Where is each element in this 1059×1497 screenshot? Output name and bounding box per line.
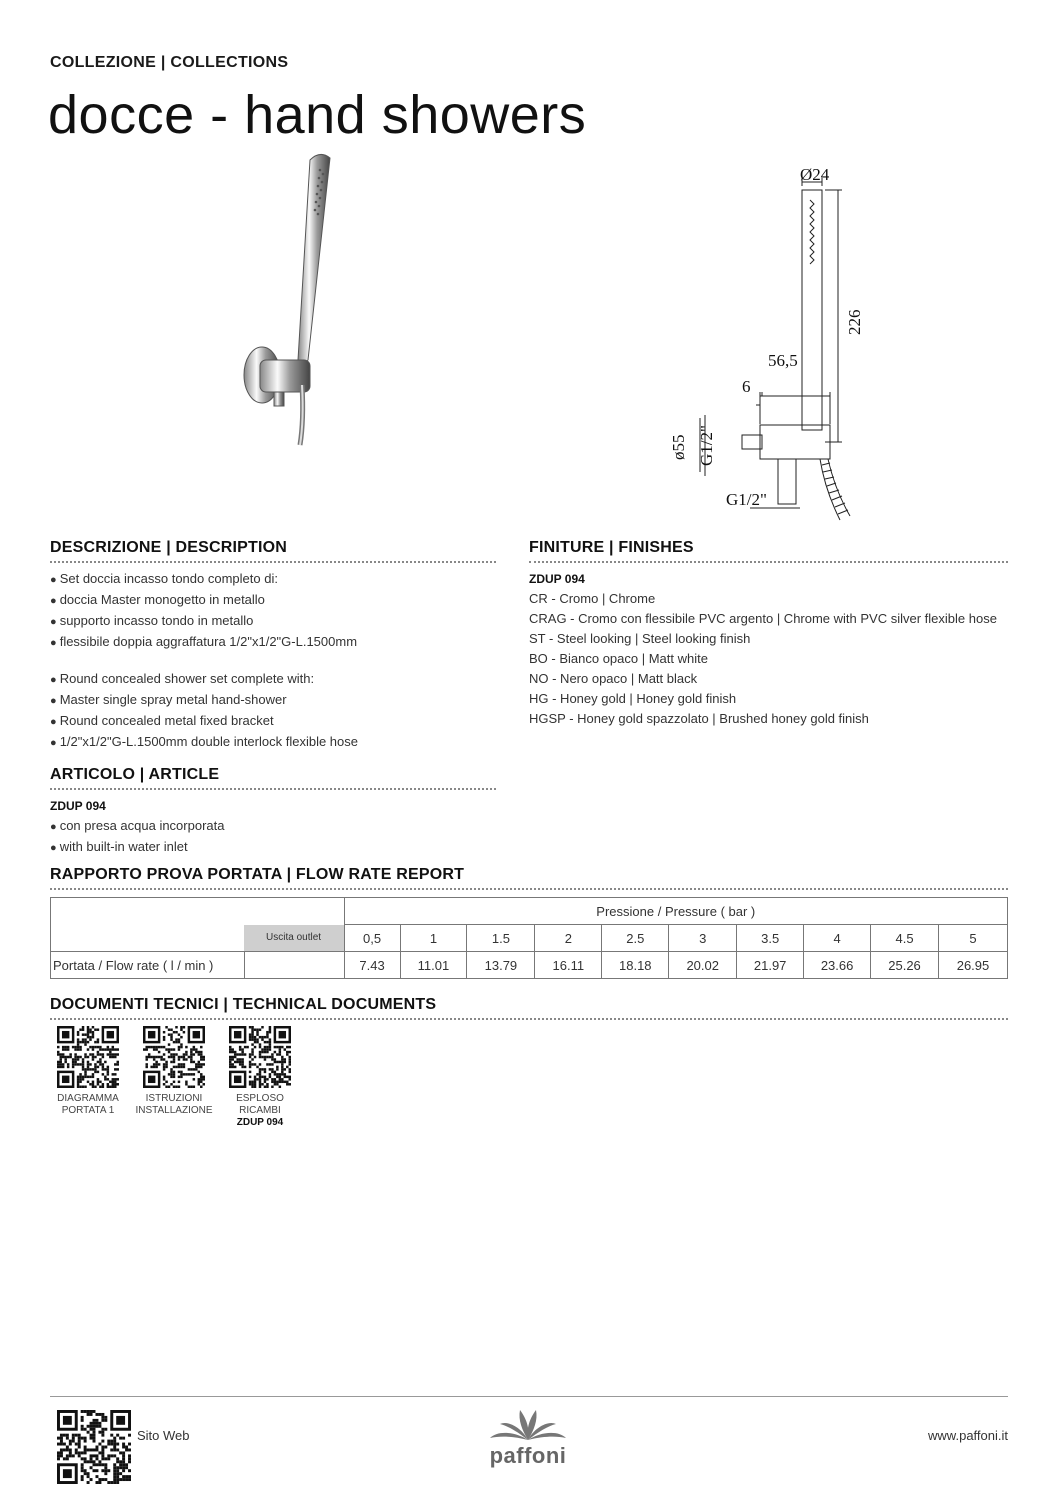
- table-corner: [51, 898, 345, 952]
- description-item: ● Round concealed metal fixed bracket: [50, 711, 358, 732]
- outlet-cell: [244, 952, 344, 979]
- article-heading: ARTICOLO | ARTICLE: [50, 766, 220, 783]
- article-rule: [50, 788, 496, 790]
- doc-caption: [215, 1093, 305, 1129]
- docs-rule: [50, 1018, 1008, 1020]
- finishes-list: [529, 589, 997, 729]
- flow-row-label: Portata / Flow rate ( l / min ): [51, 952, 245, 979]
- collection-eyebrow: COLLEZIONE | COLLECTIONS: [50, 54, 289, 71]
- flow-cell: 7.43: [344, 952, 400, 979]
- pressure-cell: 2: [535, 925, 602, 952]
- flow-cell: 11.01: [400, 952, 467, 979]
- finish-item: CRAG - Cromo con flessibile PVC argento | Chrome with PVC silver flexible hose: [529, 611, 997, 626]
- docs-heading: DOCUMENTI TECNICI | TECHNICAL DOCUMENTS: [50, 996, 437, 1013]
- footer-site-label: Sito Web: [137, 1428, 190, 1443]
- flow-cell: 16.11: [535, 952, 602, 979]
- footer-url[interactable]: www.paffoni.it: [928, 1428, 1008, 1443]
- qr-code-icon: [57, 1026, 119, 1088]
- pressure-cell: 1: [400, 925, 467, 952]
- dim-diameter-55: ø55: [669, 434, 688, 460]
- doc-caption-line: ESPLOSO: [236, 1093, 284, 1104]
- description-item: ● Set doccia incasso tondo completo di:: [50, 569, 357, 590]
- doc-caption: [43, 1093, 133, 1117]
- finishes-heading: FINITURE | FINISHES: [529, 539, 694, 556]
- article-code: ZDUP 094: [50, 799, 106, 813]
- flow-cell: 20.02: [669, 952, 737, 979]
- finish-item: CR - Cromo | Chrome: [529, 591, 656, 606]
- brand-name: paffoni: [489, 1443, 567, 1468]
- dim-diameter-24: Ø24: [800, 165, 830, 184]
- pressure-cell: 4.5: [871, 925, 939, 952]
- page-title: docce - hand showers: [48, 85, 587, 145]
- description-item: ● doccia Master monogetto in metallo: [50, 590, 357, 611]
- doc-caption: [129, 1093, 219, 1117]
- description-item: ● 1/2"x1/2"G-L.1500mm double interlock flexible hose: [50, 732, 358, 753]
- description-list-it: [50, 569, 357, 653]
- finish-item: NO - Nero opaco | Matt black: [529, 671, 698, 686]
- finishes-rule: [529, 561, 1008, 563]
- flow-row: [51, 952, 1008, 979]
- pressure-cell: 2.5: [602, 925, 669, 952]
- paffoni-logo-icon: [478, 1408, 578, 1442]
- website-qr-code-icon[interactable]: [57, 1410, 131, 1484]
- flow-rule: [50, 888, 1008, 890]
- technical-drawing: [660, 160, 880, 530]
- doc-caption-line: ISTRUZIONI: [145, 1093, 203, 1104]
- pressure-cell: 3: [669, 925, 737, 952]
- doc-qr-installation[interactable]: [129, 1026, 219, 1117]
- description-heading: DESCRIZIONE | DESCRIPTION: [50, 539, 288, 556]
- description-item: ● Round concealed shower set complete with:: [50, 669, 358, 690]
- flow-heading: RAPPORTO PROVA PORTATA | FLOW RATE REPORT: [50, 866, 465, 883]
- flow-cell: 18.18: [602, 952, 669, 979]
- pressure-cell: 1.5: [467, 925, 535, 952]
- dim-g12-outlet: G1/2": [726, 490, 767, 509]
- pressure-cell: 5: [939, 925, 1008, 952]
- description-item: ● Master single spray metal hand-shower: [50, 690, 358, 711]
- finish-item: HG - Honey gold | Honey gold finish: [529, 691, 737, 706]
- description-item: ● flessibile doppia aggraffatura 1/2"x1/2"G-L.1500mm: [50, 632, 357, 653]
- doc-qr-spare-parts[interactable]: [215, 1026, 305, 1129]
- description-list-en: [50, 669, 358, 753]
- flow-cell: 21.97: [737, 952, 804, 979]
- dim-56-5: 56,5: [768, 351, 798, 370]
- doc-caption-line: RICAMBI: [239, 1105, 281, 1116]
- finish-item: ST - Steel looking | Steel looking finish: [529, 631, 751, 646]
- finish-item: HGSP - Honey gold spazzolato | Brushed honey gold finish: [529, 711, 869, 726]
- description-item: ● supporto incasso tondo in metallo: [50, 611, 357, 632]
- footer-rule: [50, 1396, 1008, 1397]
- pressure-cell: 4: [804, 925, 871, 952]
- pressure-label: Pressione / Pressure ( bar ): [344, 898, 1007, 925]
- doc-caption-line: INSTALLAZIONE: [135, 1105, 213, 1116]
- article-item: ● with built-in water inlet: [50, 837, 224, 858]
- pressure-cell: 3.5: [737, 925, 804, 952]
- article-item: ● con presa acqua incorporata: [50, 816, 224, 837]
- description-rule: [50, 561, 496, 563]
- dim-g12-wall: G1/2": [697, 425, 716, 466]
- doc-caption-line: PORTATA 1: [61, 1105, 115, 1116]
- qr-code-icon: [229, 1026, 291, 1088]
- flow-cell: 13.79: [467, 952, 535, 979]
- finish-item: BO - Bianco opaco | Matt white: [529, 651, 708, 666]
- outlet-label: Uscita outlet: [244, 925, 344, 951]
- product-photo: [230, 150, 360, 450]
- brand-logo: [478, 1408, 578, 1469]
- doc-caption-code: ZDUP 094: [236, 1117, 284, 1128]
- pressure-cell: 0,5: [344, 925, 400, 952]
- qr-code-icon: [143, 1026, 205, 1088]
- flow-cell: 25.26: [871, 952, 939, 979]
- doc-caption-line: DIAGRAMMA: [57, 1093, 119, 1104]
- doc-qr-diagram[interactable]: [43, 1026, 133, 1117]
- dim-6: 6: [742, 377, 751, 396]
- dim-height-226: 226: [845, 309, 864, 335]
- flow-cell: 23.66: [804, 952, 871, 979]
- flow-rate-table: [50, 897, 1008, 979]
- finishes-code: ZDUP 094: [529, 572, 585, 586]
- flow-cell: 26.95: [939, 952, 1008, 979]
- article-list: [50, 816, 224, 858]
